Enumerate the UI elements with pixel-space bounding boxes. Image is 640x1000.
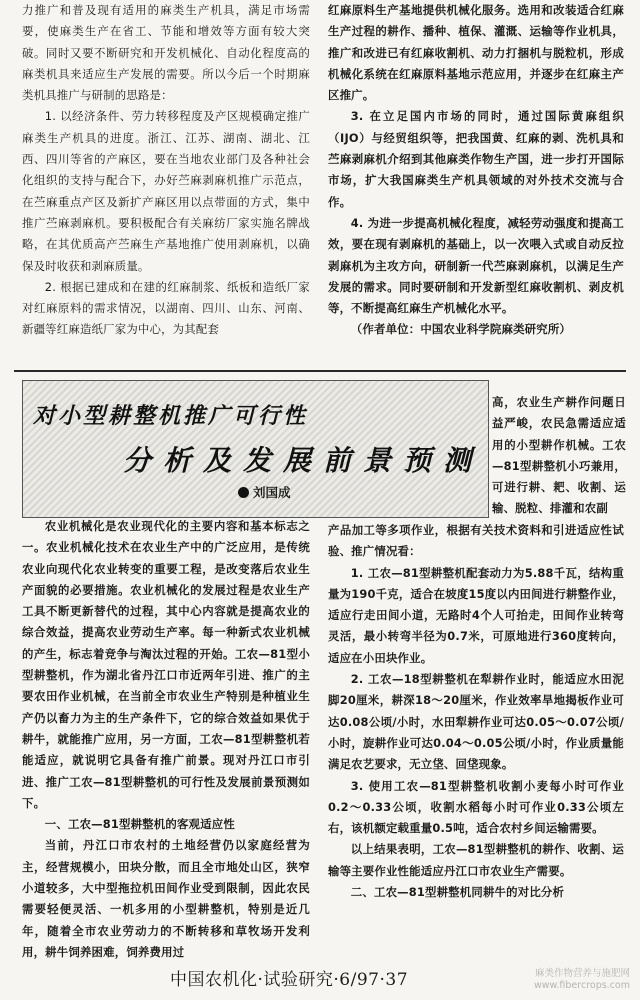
right-column-top [328, 0, 624, 341]
paragraph: 农业机械化是农业现代化的主要内容和基本标志之一。农业机械化技术在农业生产中的广泛应用，是传统农业向现代化农业转变的重要工程，是改变落后农业生产面貌的必要措施。农业机械化的发展过程是农业生产工具不断更新替代的过程，其中心内容就是提高农业的综合效益，提高农业劳动生产率。每一种新式农业机械的产生，标志着竞争与淘汰过程的开始。工农—81型小型耕整机，作为湖北省丹江口市近两年引进、推广的主要农田作业机械，在当前全市农业生产特别是种植业生产仍以畜力为主的生产条件下，它的综合效益如果优于耕牛，就能推广应用，另一方面，工农—81型耕整机若能适应，就说明它具备有推广前景。现对丹江口市引进、推广工农—81型耕整机的可行性及发展前景预测如下。 [22, 519, 310, 810]
paragraph: 1. 工农—81型耕整机配套动力为5.88千瓦，结构重量为190千克，适合在坡度15度以内田间进行耕整作业，适应行走田间小道，无路时4个人可抬走，田间作业转弯灵活，最小转弯半径为0.7米，可原地进行360度转向，适应在小田块作业。 [328, 565, 624, 665]
article-title-line2: 分析及发展前景预测 [123, 444, 484, 477]
section-heading: 一、工农—81型耕整机的客观适应性 [44, 817, 235, 832]
paragraph: 3. 使用工农—81型耕整机收割小麦每小时可作业0.2～0.33公顷，收割水稻每小时可作业0.33公顷左右，该机额定载重量0.5吨，适合农村乡间运输需要。 [328, 778, 624, 836]
article-title-banner [22, 380, 489, 518]
paragraph: 4. 为进一步提高机械化程度，减轻劳动强度和提高工效，要在现有剥麻机的基础上，以一次喂入式或自动反拉剥麻机为主攻方向，研制新一代苎麻剥麻机，以满足生产发展的需求。同时要研制和开发新型红麻收割机、剥皮机等，不断提高红麻生产机械化水平。 [328, 215, 624, 316]
paragraph: 2. 工农—18型耕整机在犁耕作业时，能适应水田泥脚20厘米，耕深18～20厘米，作业效率旱地揭板作业可达0.08公顷/小时，水田犁耕作业可达0.05～0.07公顷/小时，旋耕作业可达0.04～0.05公顷/小时，作业质量能满足农艺要求，无立垡、回垡现象。 [328, 672, 624, 772]
paragraph: 高，农业生产耕作问题日益严峻，农民急需适应适用的小型耕作机械。工农—81型耕整机小巧兼用，可进行耕、耙、收割、运输、脱粒、排灌和农副 [492, 395, 626, 516]
site-watermark [534, 968, 630, 992]
paragraph: 以上结果表明，工农—81型耕整机的耕作、收割、运输等主要作业性能适应丹江口市农业生产需要。 [328, 842, 624, 878]
watermark-line: 麻类作物营养与施肥网 [534, 968, 630, 979]
paragraph: 1. 以经济条件、劳力转移程度及产区规模确定推广麻类生产机具的进度。浙江、江苏、湖南、湖北、江西、四川等省的产麻区，要在当地农业部门及各种社会化组织的支持与配合下，办好苎麻剥麻机推广示范点，在苎麻重点产区及新扩产麻区用以点带面的方式，集中推广苎麻剥麻机。要积极配合有关麻纺厂家实施名牌战略，在其优质高产苎麻生产基地推广使用剥麻机，以确保及时收获和剥麻质量。 [22, 109, 310, 273]
article-author [238, 483, 291, 501]
right-column-bottom [328, 520, 624, 903]
paragraph: 产品加工等多项作业，根据有关技术资料和引进适应性试验、推广情况看： [328, 523, 624, 559]
paragraph: 2. 根据已建成和在建的红麻制浆、纸板和造纸厂家对红麻原料的需求情况，以湖南、四川、山东、河南、新疆等红麻造纸厂家为中心，为其配套 [22, 279, 310, 337]
page-footer: 中国农机化·试验研究·6/97·37 [170, 970, 409, 990]
section-heading: 二、工农—81型耕整机同耕牛的对比分析 [350, 885, 565, 900]
paragraph: 3. 在立足国内市场的同时，通过国际黄麻组织（IJO）与经贸组织等，把我国黄、红麻的剥、洗机具和苎麻剥麻机介绍到其他麻类作物生产国，进一步打开国际市场，扩大我国麻类生产机具领域的对外技术交流与合作。 [328, 109, 624, 209]
left-column-top [22, 0, 310, 341]
left-column-bottom [22, 516, 310, 963]
paragraph: 力推广和普及现有适用的麻类生产机具，满足市场需要，使麻类生产在省工、节能和增效等方面有较大突破。同时又要不断研究和开发机械化、自动化程度高的麻类机具来适应生产发展的需要。所以今后一个时期麻类机具推广与研制的思路是： [22, 3, 310, 103]
bullet-icon [238, 487, 249, 498]
watermark-line: www.fibercrops.com [533, 980, 630, 991]
author-affiliation: （作者单位：中国农业科学院麻类研究所） [350, 322, 572, 337]
paragraph: 当前，丹江口市农村的土地经营仍以家庭经营为主，经营规模小，田块分散，而且全市地处山区，狭窄小道较多，大中型拖拉机田间作业受到限制，因此农民需要轻便灵活、一机多用的小型耕整机，特别是近几年，随着全市农业劳动力的不断转移和草牧场开发利用，耕牛饲养困难，饲养费用过 [22, 838, 310, 959]
paragraph: 红麻原料生产基地提供机械化服务。选用和改装适合红麻生产过程的耕作、播种、植保、灌溉、运输等作业机具，推广和改进已有红麻收割机、动力打捆机与脱粒机，形成机械化系统在红麻原料基地示范应用，并逐步在红麻主产区推广。 [328, 3, 624, 103]
right-column-middle [492, 392, 626, 520]
section-divider [14, 370, 626, 372]
author-name: 刘国成 [253, 485, 291, 500]
article-title-line1: 对小型耕整机推广可行性 [33, 403, 309, 429]
